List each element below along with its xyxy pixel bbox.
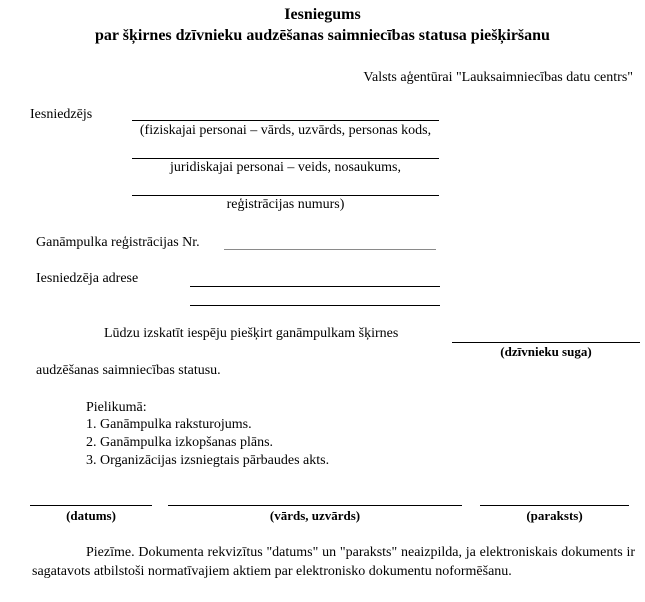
applicant-label: Iesniedzējs (30, 107, 93, 122)
species-hint: (dzīvnieku suga) (500, 344, 592, 359)
date-label: (datums) (66, 508, 116, 523)
address-line-2[interactable] (190, 305, 440, 306)
applicant-line-1[interactable] (132, 120, 439, 121)
address-label: Iesniedzēja adrese (36, 271, 139, 286)
date-line[interactable] (30, 505, 152, 506)
applicant-hint-3: reģistrācijas numurs) (226, 197, 345, 212)
applicant-line-3[interactable] (132, 195, 439, 196)
attachments-heading: Pielikumā: (86, 400, 147, 415)
footnote: Piezīme. Dokumenta rekvizītus "datums" un "paraksts" neaizpilda, ja elektroniskais dokuments ir sagatavots atbilstoši normatīvajiem aktiem par elektronisko dokumentu noformēšanu. (32, 545, 635, 579)
addressee: Valsts aģentūrai "Lauksaimniecības datu centrs" (363, 70, 633, 85)
sign-label: (paraksts) (526, 508, 583, 523)
applicant-line-2[interactable] (132, 158, 439, 159)
herd-reg-label: Ganāmpulka reģistrācijas Nr. (36, 235, 200, 250)
applicant-hint-1: (fiziskajai personai – vārds, uzvārds, personas kods, (139, 123, 432, 138)
address-line-1[interactable] (190, 286, 440, 287)
attachment-item: 1. Ganāmpulka raksturojums. (86, 417, 252, 432)
attachment-item: 3. Organizācijas izsniegtais pārbaudes akts. (86, 453, 330, 468)
herd-reg-line[interactable] (224, 249, 436, 250)
document-subtitle: par šķirnes dzīvnieku audzēšanas saimniecības statusa piešķiršanu (95, 27, 550, 44)
name-line[interactable] (168, 505, 462, 506)
applicant-hint-2: juridiskajai personai – veids, nosaukums, (170, 160, 401, 175)
name-label: (vārds, uzvārds) (269, 508, 361, 523)
sign-line[interactable] (480, 505, 629, 506)
species-line[interactable] (452, 342, 640, 343)
request-text-1: Lūdzu izskatīt iespēju piešķirt ganāmpulkam šķirnes (104, 326, 399, 341)
document-title: Iesniegums (284, 6, 361, 23)
request-text-2: audzēšanas saimniecības statusu. (36, 363, 221, 378)
attachment-item: 2. Ganāmpulka izkopšanas plāns. (86, 435, 274, 450)
